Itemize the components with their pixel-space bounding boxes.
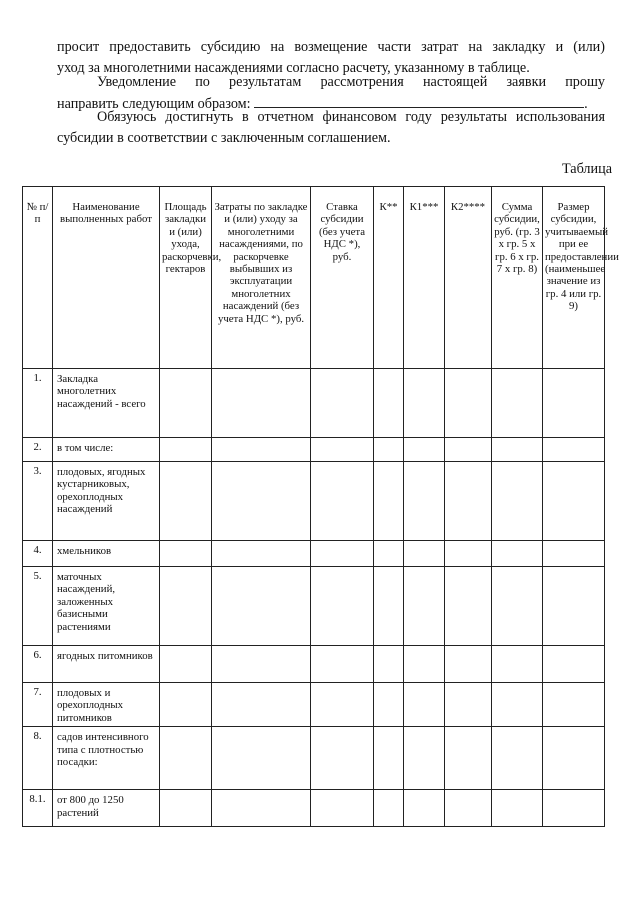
empty-cell-col-4[interactable]	[212, 369, 311, 438]
empty-cell-col-3[interactable]	[160, 438, 212, 462]
row-work-name: хмельников	[53, 541, 160, 567]
empty-cell-col-3[interactable]	[160, 541, 212, 567]
empty-cell-col-9[interactable]	[492, 541, 543, 567]
row-number: 4.	[23, 541, 53, 567]
column-header-9: Сумма субсидии, руб. (гр. 3 х гр. 5 х гр. 6 х гр. 7 х гр. 8)	[492, 187, 543, 369]
column-header-6: К**	[374, 187, 404, 369]
empty-cell-col-6[interactable]	[374, 369, 404, 438]
column-header-10: Размер субсидии, учитываемый при ее предоставлении (наименьшее значение из гр. 4 или гр. 9)	[543, 187, 605, 369]
notification-method-blank[interactable]	[254, 93, 584, 108]
empty-cell-col-3[interactable]	[160, 462, 212, 541]
empty-cell-col-9[interactable]	[492, 462, 543, 541]
empty-cell-col-9[interactable]	[492, 567, 543, 646]
column-header-7: К1***	[404, 187, 445, 369]
empty-cell-col-4[interactable]	[212, 438, 311, 462]
column-header-3: Площадь закладки и (или) ухода, раскорчевки, гектаров	[160, 187, 212, 369]
table-row	[23, 646, 605, 683]
row-number: 3.	[23, 462, 53, 541]
empty-cell-col-6[interactable]	[374, 438, 404, 462]
column-header-1: № п/п	[23, 187, 53, 369]
row-number: 8.	[23, 727, 53, 790]
notification-method-label: направить следующим образом:	[57, 96, 251, 112]
empty-cell-col-8[interactable]	[445, 462, 492, 541]
empty-cell-col-5[interactable]	[311, 462, 374, 541]
empty-cell-col-6[interactable]	[374, 646, 404, 683]
paragraph-3-line-1: Обязуюсь достигнуть в отчетном финансовом году результаты использования	[97, 109, 605, 125]
empty-cell-col-3[interactable]	[160, 683, 212, 727]
empty-cell-col-8[interactable]	[445, 567, 492, 646]
empty-cell-col-4[interactable]	[212, 541, 311, 567]
empty-cell-col-5[interactable]	[311, 790, 374, 827]
empty-cell-col-10[interactable]	[543, 541, 605, 567]
row-work-name: от 800 до 1250 растений	[53, 790, 160, 827]
empty-cell-col-6[interactable]	[374, 790, 404, 827]
empty-cell-col-4[interactable]	[212, 567, 311, 646]
empty-cell-col-8[interactable]	[445, 790, 492, 827]
empty-cell-col-6[interactable]	[374, 462, 404, 541]
empty-cell-col-4[interactable]	[212, 790, 311, 827]
column-header-5: Ставка субсидии (без учета НДС *), руб.	[311, 187, 374, 369]
row-number: 6.	[23, 646, 53, 683]
empty-cell-col-7[interactable]	[404, 790, 445, 827]
period: .	[584, 96, 588, 112]
table-row	[23, 462, 605, 541]
empty-cell-col-3[interactable]	[160, 646, 212, 683]
empty-cell-col-3[interactable]	[160, 727, 212, 790]
row-work-name: ягодных питомников	[53, 646, 160, 683]
empty-cell-col-8[interactable]	[445, 646, 492, 683]
empty-cell-col-9[interactable]	[492, 646, 543, 683]
table-row	[23, 369, 605, 438]
empty-cell-col-4[interactable]	[212, 462, 311, 541]
row-number: 1.	[23, 369, 53, 438]
empty-cell-col-9[interactable]	[492, 683, 543, 727]
empty-cell-col-4[interactable]	[212, 683, 311, 727]
empty-cell-col-10[interactable]	[543, 462, 605, 541]
column-header-4: Затраты по закладке и (или) уходу за многолетними насаждениями, по раскорчевке выбывших из эксплуатации многолетних насаждений (без учета НДС *), руб.	[212, 187, 311, 369]
empty-cell-col-5[interactable]	[311, 567, 374, 646]
empty-cell-col-8[interactable]	[445, 727, 492, 790]
row-work-name: плодовых, ягодных кустарниковых, орехоплодных насаждений	[53, 462, 160, 541]
paragraph-1-line-2: уход за многолетними насаждениями согласно расчету, указанному в таблице.	[57, 60, 530, 76]
empty-cell-col-3[interactable]	[160, 567, 212, 646]
empty-cell-col-8[interactable]	[445, 369, 492, 438]
empty-cell-col-5[interactable]	[311, 727, 374, 790]
empty-cell-col-7[interactable]	[404, 369, 445, 438]
empty-cell-col-5[interactable]	[311, 646, 374, 683]
empty-cell-col-4[interactable]	[212, 646, 311, 683]
table-row	[23, 727, 605, 790]
row-work-name: в том числе:	[53, 438, 160, 462]
table-label: Таблица	[561, 161, 612, 177]
row-number: 8.1.	[23, 790, 53, 827]
empty-cell-col-8[interactable]	[445, 683, 492, 727]
empty-cell-col-10[interactable]	[543, 790, 605, 827]
empty-cell-col-7[interactable]	[404, 646, 445, 683]
column-header-2: Наименование выполненных работ	[53, 187, 160, 369]
paragraph-3-line-2: субсидии в соответствии с заключенным соглашением.	[57, 130, 391, 146]
empty-cell-col-7[interactable]	[404, 683, 445, 727]
empty-cell-col-9[interactable]	[492, 727, 543, 790]
table-row	[23, 438, 605, 462]
column-header-8: К2****	[445, 187, 492, 369]
empty-cell-col-6[interactable]	[374, 541, 404, 567]
empty-cell-col-3[interactable]	[160, 369, 212, 438]
row-work-name: маточных насаждений, заложенных базисными растениями	[53, 567, 160, 646]
table-row	[23, 790, 605, 827]
empty-cell-col-10[interactable]	[543, 438, 605, 462]
row-number: 7.	[23, 683, 53, 727]
empty-cell-col-10[interactable]	[543, 567, 605, 646]
empty-cell-col-7[interactable]	[404, 567, 445, 646]
table-row	[23, 567, 605, 646]
empty-cell-col-3[interactable]	[160, 790, 212, 827]
subsidy-table	[22, 186, 619, 827]
empty-cell-col-7[interactable]	[404, 462, 445, 541]
empty-cell-col-6[interactable]	[374, 683, 404, 727]
paragraph-2-line-1: Уведомление по результатам рассмотрения настоящей заявки прошу	[97, 74, 605, 90]
empty-cell-col-5[interactable]	[311, 683, 374, 727]
empty-cell-col-10[interactable]	[543, 369, 605, 438]
empty-cell-col-7[interactable]	[404, 541, 445, 567]
empty-cell-col-9[interactable]	[492, 438, 543, 462]
empty-cell-col-6[interactable]	[374, 727, 404, 790]
table-row	[23, 683, 605, 727]
empty-cell-col-8[interactable]	[445, 541, 492, 567]
empty-cell-col-9[interactable]	[492, 369, 543, 438]
row-work-name: садов интенсивного типа с плотностью посадки:	[53, 727, 160, 790]
empty-cell-col-10[interactable]	[543, 727, 605, 790]
table-header-row	[23, 187, 605, 369]
table-row	[23, 541, 605, 567]
empty-cell-col-8[interactable]	[445, 438, 492, 462]
row-work-name: плодовых и орехоплодных питомников	[53, 683, 160, 727]
empty-cell-col-7[interactable]	[404, 438, 445, 462]
empty-cell-col-10[interactable]	[543, 646, 605, 683]
empty-cell-col-5[interactable]	[311, 438, 374, 462]
paragraph-1-line-1: просит предоставить субсидию на возмещение части затрат на закладку и (или)	[57, 39, 605, 55]
empty-cell-col-9[interactable]	[492, 790, 543, 827]
empty-cell-col-10[interactable]	[543, 683, 605, 727]
empty-cell-col-5[interactable]	[311, 369, 374, 438]
empty-cell-col-5[interactable]	[311, 541, 374, 567]
empty-cell-col-6[interactable]	[374, 567, 404, 646]
row-number: 5.	[23, 567, 53, 646]
empty-cell-col-4[interactable]	[212, 727, 311, 790]
row-number: 2.	[23, 438, 53, 462]
row-work-name: Закладка многолетних насаждений - всего	[53, 369, 160, 438]
empty-cell-col-7[interactable]	[404, 727, 445, 790]
